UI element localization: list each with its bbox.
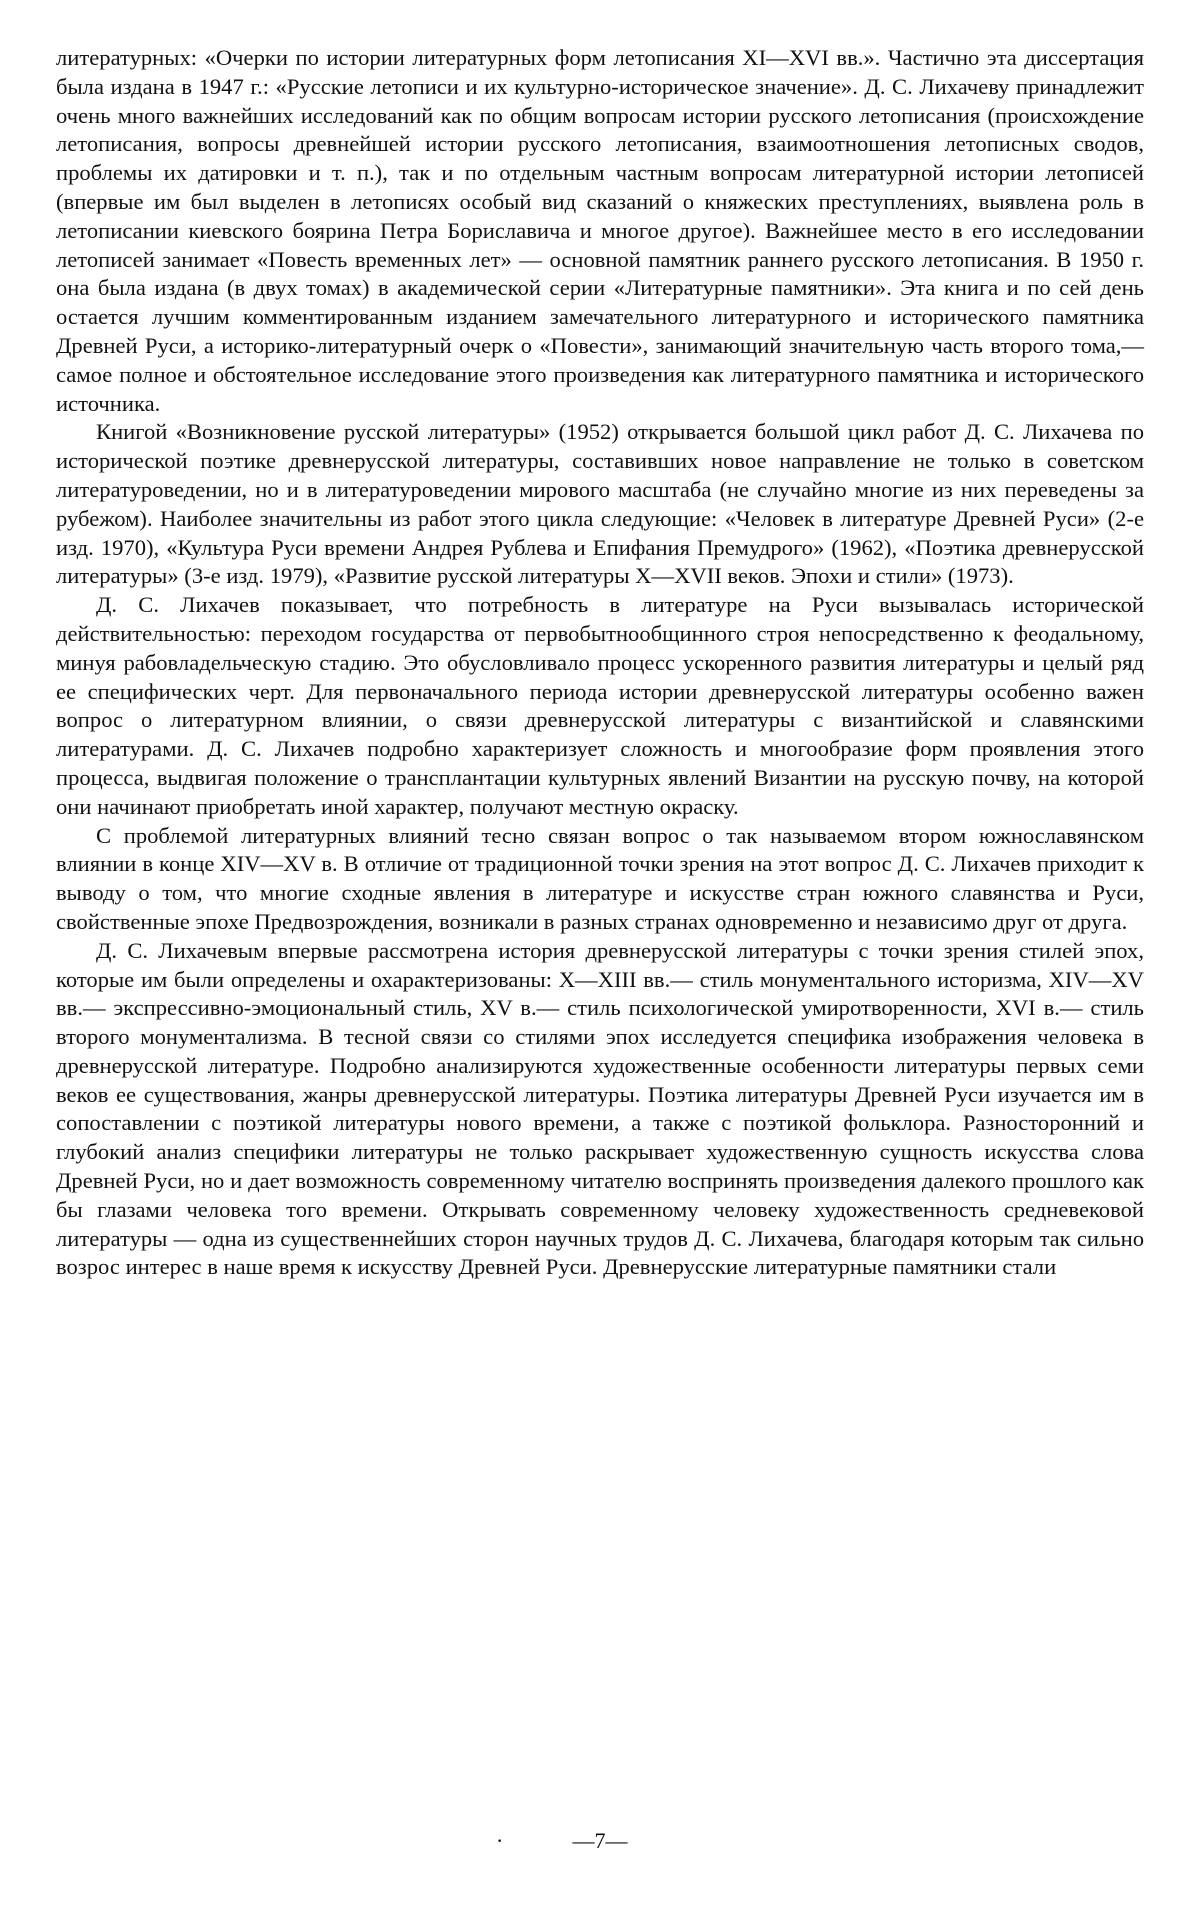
page-footer [0,1828,1200,1854]
page-number: —7— [572,1828,628,1853]
paragraph-5: Д. С. Лихачевым впервые рассмотрена история древнерусской литературы с точки зрения стилей эпох, которые им были определены и охарактеризованы: X—XIII вв.— стиль монументального историзма, XIV—XV вв.— экспрессивно-эмоциональный стиль, XV в.— стиль психологической умиротворенности, XVI в.— стиль второго монументализма. В тесной связи со стилями эпох исследуется специфика изображения человека в древнерусской литературе. Подробно анализируются художественные особенности литературы первых семи веков ее существования, жанры древнерусской литературы. Поэтика литературы Древней Руси изучается им в сопоставлении с поэтикой литературы нового времени, а также с поэтикой фольклора. Разносторонний и глубокий анализ специфики литературы не только раскрывает художественную сущность искусства слова Древней Руси, но и дает возможность современному читателю воспринять произведения далекого прошлого как бы глазами человека того времени. Открывать современному человеку художественность средневековой литературы — одна из существеннейших сторон научных трудов Д. С. Лихачева, благодаря которым так сильно возрос интерес в наше время к искусству Древней Руси. Древнерусские литературные памятники стали [56,937,1144,1280]
paragraph-2: Книгой «Возникновение русской литературы» (1952) открывается большой цикл работ Д. С. Лихачева по исторической поэтике древнерусской литературы, составивших новое направление не только в советском литературоведении, но и в литературоведении мирового масштаба (не случайно многие из них переведены за рубежом). Наиболее значительны из работ этого цикла следующие: «Человек в литературе Древней Руси» (2-е изд. 1970), «Культура Руси времени Андрея Рублева и Епифания Премудрого» (1962), «Поэтика древнерусской литературы» (3-е изд. 1979), «Развитие русской литературы X—XVII веков. Эпохи и стили» (1973). [56,419,1144,589]
paragraph-4: С проблемой литературных влияний тесно связан вопрос о так называемом втором южнославянском влиянии в конце XIV—XV в. В отличие от традиционной точки зрения на этот вопрос Д. С. Лихачев приходит к выводу о том, что многие сходные явления в литературе и искусстве стран южного славянства и Руси, свойственные эпохе Предвозрождения, возникали в разных странах одновременно и независимо друг от друга. [56,822,1144,934]
document-page [56,44,1144,1282]
footer-dot: · [496,1828,504,1853]
paragraph-1: литературных: «Очерки по истории литературных форм летописания XI—XVI вв.». Частично эта диссертация была издана в 1947 г.: «Русские летописи и их культурно-историческое значение». Д. С. Лихачеву принадлежит очень много важнейших исследований как по общим вопросам истории русского летописания (происхождение летописания, вопросы древнейшей истории русского летописания, взаимоотношения летописных сводов, проблемы их датировки и т. п.), так и по отдельным частным вопросам литературной истории летописей (впервые им был выделен в летописях особый вид сказаний о княжеских преступлениях, выявлена роль в летописании киевского боярина Петра Бориславича и многое другое). Важнейшее место в его исследовании летописей занимает «Повесть временных лет» — основной памятник раннего русского летописания. В 1950 г. она была издана (в двух томах) в академической серии «Литературные памятники». Эта книга и по сей день остается лучшим комментированным изданием замечательного литературного и исторического памятника Древней Руси, а историко-литературный очерк о «Повести», занимающий значительную часть второго тома,— самое полное и обстоятельное исследование этого произведения как литературного памятника и исторического источника. [56,45,1144,416]
paragraph-3: Д. С. Лихачев показывает, что потребность в литературе на Руси вызывалась исторической действительностью: переходом государства от первобытнообщинного строя непосредственно к феодальному, минуя рабовладельческую стадию. Это обусловливало процесс ускоренного развития литературы и целый ряд ее специфических черт. Для первоначального периода истории древнерусской литературы особенно важен вопрос о литературном влиянии, о связи древнерусской литературы с византийской и славянскими литературами. Д. С. Лихачев подробно характеризует сложность и многообразие форм проявления этого процесса, выдвигая положение о трансплантации культурных явлений Византии на русскую почву, на которой они начинают приобретать иной характер, получают местную окраску. [56,592,1144,819]
